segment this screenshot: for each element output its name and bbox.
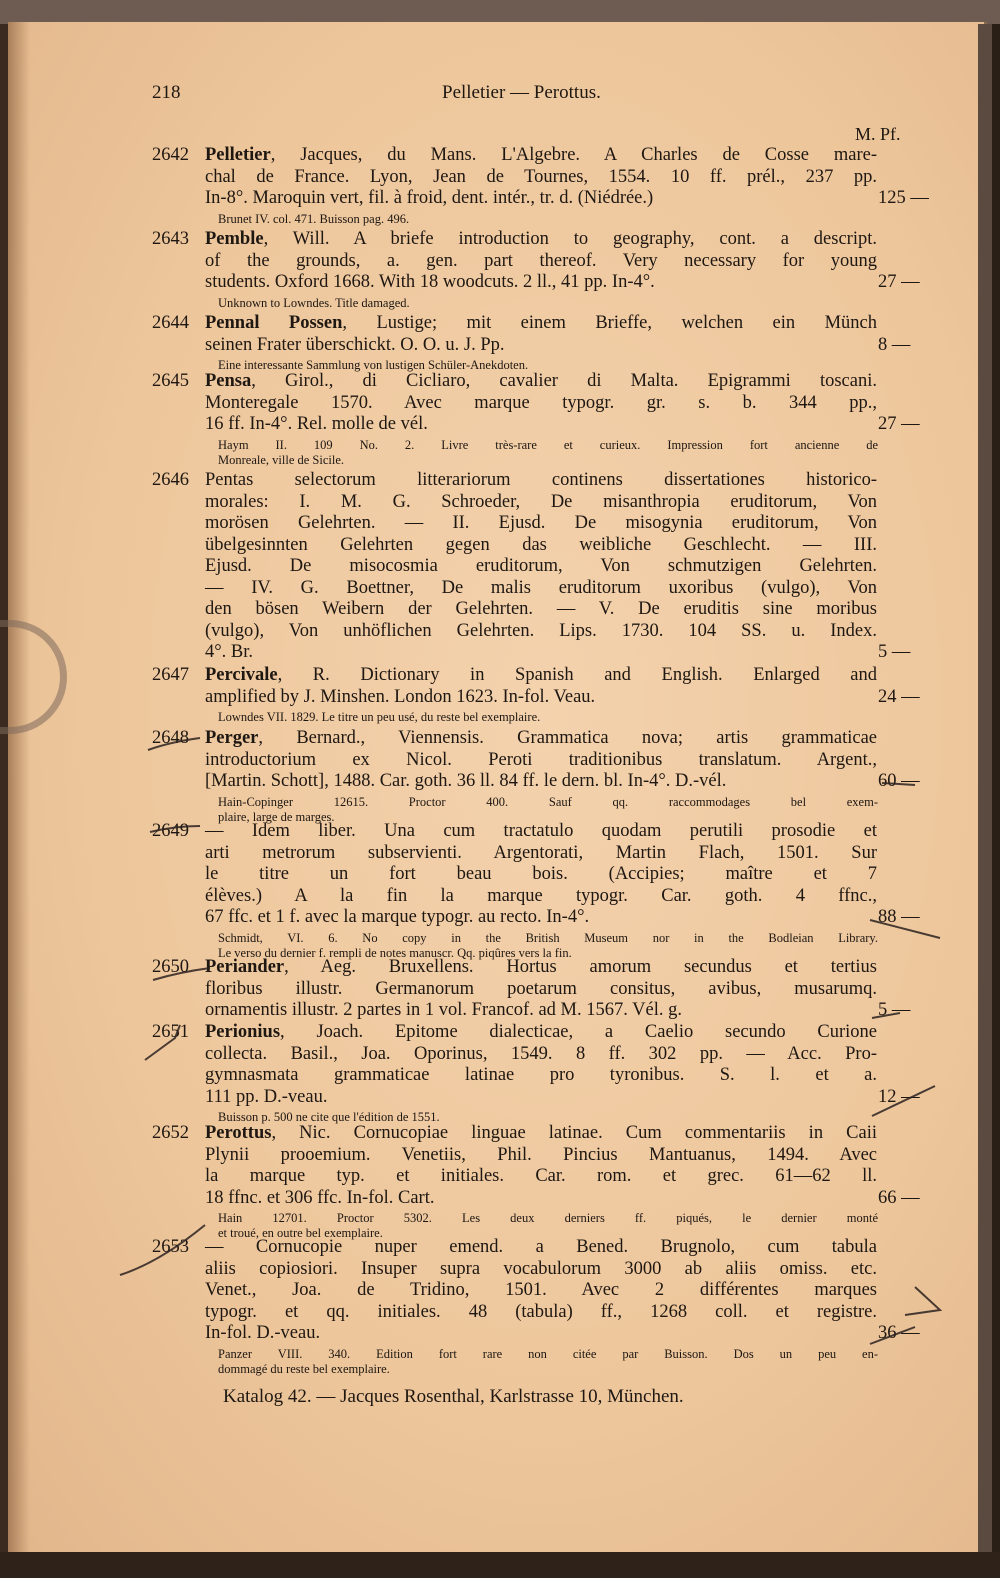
entry-line: Plynii prooemium. Venetiis, Phil. Pincius Mantuanus, 1494. Avec	[205, 1144, 877, 1165]
entry-price: 24 —	[878, 686, 920, 707]
entry-line: chal de France. Lyon, Jean de Tournes, 1554. 10 ff. prél., 237 pp.	[205, 166, 877, 187]
entry-line: Pennal Possen, Lustige; mit einem Brieffe, welchen ein Münch	[205, 313, 877, 333]
entry-price: 36 —	[878, 1323, 920, 1343]
entry-line: 67 ffc. et 1 f. avec la marque typogr. au recto. In-4°.	[205, 907, 590, 927]
entry-line: 16 ff. In-4°. Rel. molle de vél.	[205, 414, 428, 434]
entry-line: Ejusd. De misocosmia eruditorum, Von schmutzigen Gelehrten.	[205, 556, 877, 576]
entry-line: introductorium ex Nicol. Peroti traditionibus translatum. Argent.,	[205, 749, 877, 770]
entry-price: 8 —	[878, 334, 911, 355]
entry-line: Perottus, Nic. Cornucopiae linguae latinae. Cum commentariis in Caii	[205, 1123, 877, 1143]
entry-line: morösen Gelehrten. — II. Ejusd. De misogynia eruditorum, Von	[205, 513, 877, 533]
entry-line: students. Oxford 1668. With 18 woodcuts. 2 ll., 41 pp. In-4°.	[205, 272, 655, 292]
entry-number: 2651	[152, 1022, 189, 1042]
entry-note: Hain 12701. Proctor 5302. Les deux derniers ff. piqués, le dernier monté	[218, 1211, 878, 1225]
entry-line: typogr. et qq. initiales. 48 (tabula) ff., 1268 coll. et registre.	[205, 1301, 877, 1322]
entry-line: — IV. G. Boettner, De malis eruditorum uxoribus (vulgo), Von	[205, 577, 877, 598]
entry-number: 2644	[152, 313, 189, 333]
entry-line: le titre un fort beau bois. (Accipies; maître et 7	[205, 864, 877, 884]
entry-note: Brunet IV. col. 471. Buisson pag. 496.	[218, 211, 410, 226]
entry-line: floribus illustr. Germanorum poetarum consitus, avibus, musarumq.	[205, 978, 877, 999]
entry-line: élèves.) A la fin la marque typogr. Car. goth. 4 ffnc.,	[205, 885, 877, 906]
entry-note: Le verso du dernier f. rempli de notes manuscr. Qq. piqûres vers la fin.	[218, 945, 572, 960]
entry-line: of the grounds, a. gen. part thereof. Very necessary for young	[205, 250, 877, 271]
entry-line: Pentas selectorum litterariorum continens dissertationes historico-	[205, 470, 877, 490]
entry-line: In-8°. Maroquin vert, fil. à froid, dent. intér., tr. d. (Niédrée.)	[205, 188, 654, 208]
entry-note: Eine interessante Sammlung von lustigen Schüler-Anekdoten.	[218, 358, 529, 372]
entry-note: Panzer VIII. 340. Edition fort rare non citée par Buisson. Dos un peu en-	[218, 1346, 878, 1361]
entry-line: übelgesinnten Gelehrten gegen das weibliche Geschlecht. — III.	[205, 534, 877, 555]
entry-number: 2652	[152, 1123, 189, 1143]
entry-note: plaire, large de marges.	[218, 809, 335, 824]
entry-line: 111 pp. D.-veau.	[205, 1086, 328, 1107]
entry-number: 2649	[152, 821, 189, 841]
entry-price: 27 —	[878, 272, 920, 292]
entry-line: ornamentis illustr. 2 partes in 1 vol. Francof. ad M. 1567. Vél. g.	[205, 1000, 682, 1020]
entry-note: et troué, en outre bel exemplaire.	[218, 1226, 383, 1240]
entry-line: In-fol. D.-veau.	[205, 1323, 321, 1343]
entry-line: amplified by J. Minshen. London 1623. In-fol. Veau.	[205, 686, 596, 707]
entry-line: collecta. Basil., Joa. Oporinus, 1549. 8 ff. 302 pp. — Acc. Pro-	[205, 1043, 877, 1064]
entry-note: Monreale, ville de Sicile.	[218, 452, 345, 467]
entry-price: 5 —	[878, 1000, 911, 1020]
entry-line: Percivale, R. Dictionary in Spanish and English. Enlarged and	[205, 665, 877, 685]
entry-line: aliis copiosiori. Insuper supra vocabulorum 3000 ab aliis omiss. etc.	[205, 1258, 877, 1279]
entry-number: 2646	[152, 470, 189, 490]
entry-line: gymnasmata grammaticae latinae pro tyronibus. S. l. et a.	[205, 1065, 877, 1085]
entry-price: 27 —	[878, 414, 920, 434]
entry-number: 2647	[152, 665, 189, 685]
entry-line: Pensa, Girol., di Cicliaro, cavalier di Malta. Epigrammi toscani.	[205, 371, 877, 391]
entry-line: Pemble, Will. A briefe introduction to geography, cont. a descript.	[205, 229, 877, 249]
entry-line: — Idem liber. Una cum tractatulo quodam perutili prosodie et	[205, 821, 877, 841]
entry-price: 5 —	[878, 642, 911, 662]
entry-line: Monteregale 1570. Avec marque typogr. gr. s. b. 344 pp.,	[205, 392, 877, 413]
entry-line: Periander, Aeg. Bruxellens. Hortus amorum secundus et tertius	[205, 957, 877, 977]
entry-note: Schmidt, VI. 6. No copy in the British Museum nor in the Bodleian Library.	[218, 930, 878, 945]
entry-line: [Martin. Schott], 1488. Car. goth. 36 ll. 84 ff. le dern. bl. In-4°. D.-vél.	[205, 771, 727, 791]
entry-price: 125 —	[878, 188, 929, 208]
entry-line: den bösen Weibern der Gelehrten. — V. De eruditis sine moribus	[205, 599, 877, 619]
currency-header: M. Pf.	[855, 124, 901, 144]
entry-note: Unknown to Lowndes. Title damaged.	[218, 295, 410, 310]
entry-price: 60 —	[878, 771, 920, 791]
entry-price: 66 —	[878, 1187, 920, 1208]
entry-note: Haym II. 109 No. 2. Livre très-rare et curieux. Impression fort ancienne de	[218, 437, 878, 452]
entry-line: (vulgo), Von unhöflichen Gelehrten. Lips. 1730. 104 SS. u. Index.	[205, 620, 877, 641]
entry-line: la marque typ. et initiales. Car. rom. et grec. 61—62 ll.	[205, 1166, 877, 1186]
entry-line: Perger, Bernard., Viennensis. Grammatica nova; artis grammaticae	[205, 728, 877, 748]
page-number: 218	[152, 82, 181, 103]
entry-number: 2648	[152, 728, 189, 748]
entry-number: 2653	[152, 1237, 189, 1257]
entry-line: 18 ffnc. et 306 ffc. In-fol. Cart.	[205, 1187, 435, 1208]
entry-line: seinen Frater überschickt. O. O. u. J. Pp.	[205, 334, 505, 355]
entry-number: 2650	[152, 957, 189, 977]
entry-note: dommagé du reste bel exemplaire.	[218, 1361, 390, 1376]
entry-line: Perionius, Joach. Epitome dialecticae, a Caelio secundo Curione	[205, 1022, 877, 1042]
entry-line: Venet., Joa. de Tridino, 1501. Avec 2 différentes marques	[205, 1280, 877, 1300]
entry-price: 12 —	[878, 1086, 920, 1107]
entry-line: Pelletier, Jacques, du Mans. L'Algebre. A Charles de Cosse mare-	[205, 145, 877, 165]
entry-line: — Cornucopie nuper emend. a Bened. Brugnolo, cum tabula	[205, 1237, 877, 1257]
entry-number: 2645	[152, 371, 189, 391]
entry-line: morales: I. M. G. Schroeder, De misanthropia eruditorum, Von	[205, 491, 877, 512]
entry-line: 4°. Br.	[205, 642, 254, 662]
catalog-footer: Katalog 42. — Jacques Rosenthal, Karlstrasse 10, München.	[223, 1386, 684, 1407]
running-title: Pelletier — Perottus.	[442, 82, 601, 103]
entry-price: 88 —	[878, 907, 920, 927]
entry-number: 2642	[152, 145, 189, 165]
entry-note: Hain-Copinger 12615. Proctor 400. Sauf qq. raccommodages bel exem-	[218, 794, 878, 809]
entry-line: arti metrorum subservienti. Argentorati, Martin Flach, 1501. Sur	[205, 842, 877, 863]
entry-note: Lowndes VII. 1829. Le titre un peu usé, du reste bel exemplaire.	[218, 710, 541, 724]
entry-note: Buisson p. 500 ne cite que l'édition de 1551.	[218, 1110, 440, 1124]
entry-number: 2643	[152, 229, 189, 249]
